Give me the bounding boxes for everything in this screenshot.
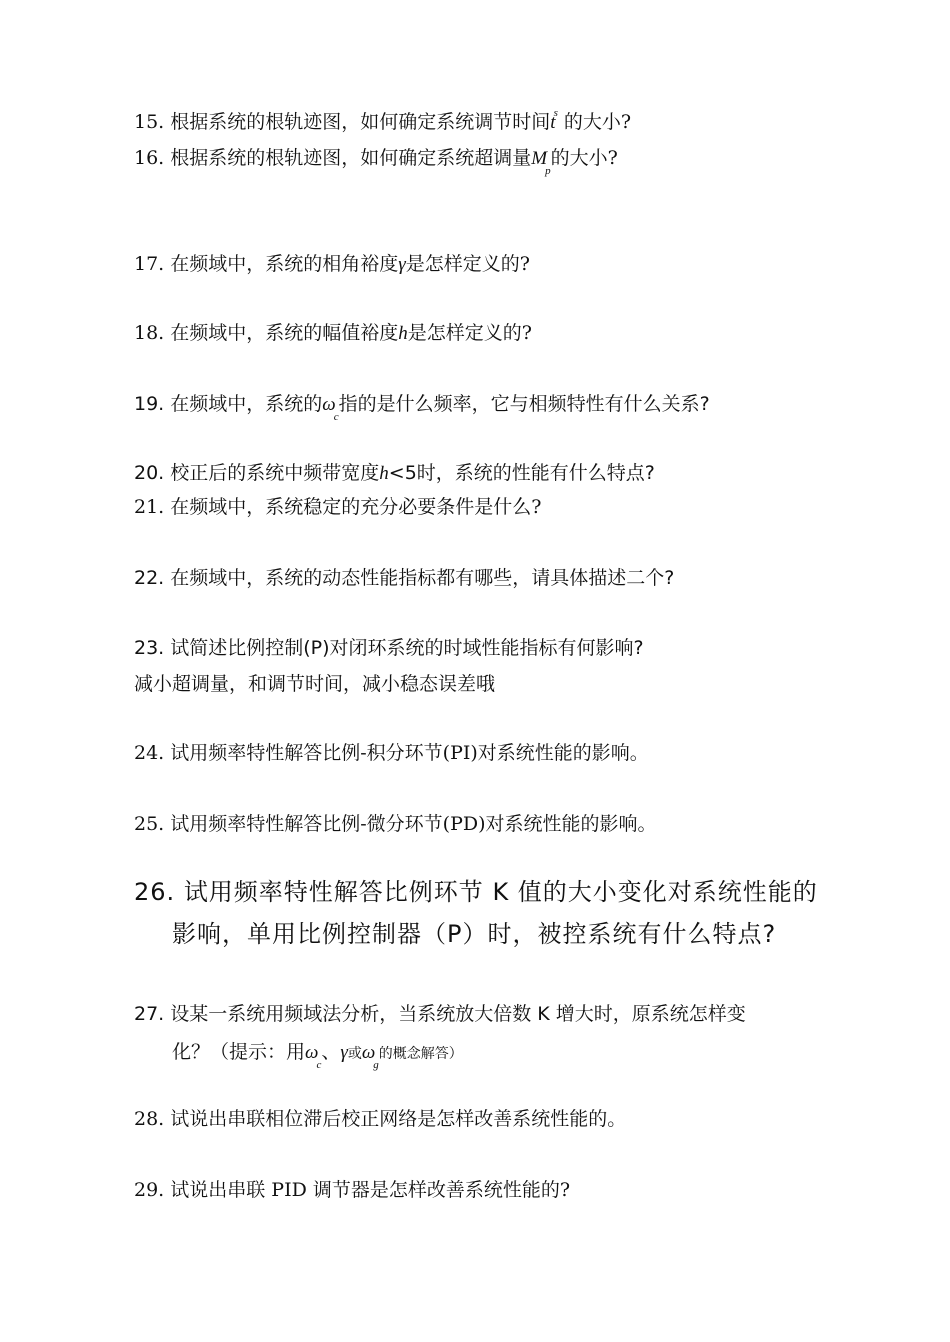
question-text: 试说出串联相位滞后校正网络是怎样改善系统性能的。 [170, 1108, 627, 1130]
question-text-end: 是怎样定义的? [405, 253, 530, 275]
question-number: 28. [134, 1108, 165, 1130]
question-text: 在频域中，系统的 [170, 393, 323, 415]
question-text: 化？（提示：用 [172, 1041, 306, 1063]
question-text: 根据系统的根轨迹图，如何确定系统调节时间 [170, 111, 551, 133]
question-text: 试简述比例控制(P)对闭环系统的时域性能指标有何影响? [170, 637, 644, 659]
or-word: 或 [347, 1046, 362, 1062]
question-text-end: 的大小? [563, 111, 632, 133]
question-number: 27. [134, 1003, 165, 1025]
question-text: 在频域中，系统稳定的充分必要条件是什么? [170, 496, 542, 518]
question-text-end: 时，系统的性能有什么特点? [416, 462, 655, 484]
question-number: 24. [134, 742, 165, 764]
symbol-gamma: γ [398, 254, 406, 275]
question-15 [134, 107, 632, 137]
question-text: 影响，单用比例控制器（P）时，被控系统有什么特点? [172, 920, 777, 948]
question-20 [134, 461, 655, 486]
question-text: 在频域中，系统的相角裕度 [170, 253, 399, 275]
question-text: 试说出串联 PID 调节器是怎样改善系统性能的? [170, 1179, 571, 1201]
question-29 [134, 1178, 570, 1202]
question-text: 校正后的系统中频带宽度 [170, 462, 380, 484]
question-23 [134, 636, 644, 660]
symbol-m: M [531, 148, 548, 169]
question-27-line-1 [134, 1002, 746, 1026]
question-24 [134, 741, 649, 765]
question-28 [134, 1107, 626, 1131]
question-text-end: 指的是什么频率，它与相频特性有什么关系? [338, 393, 710, 415]
question-number: 19. [134, 393, 165, 415]
question-21 [134, 495, 541, 519]
question-number: 29. [134, 1179, 165, 1201]
question-number: 22. [134, 567, 165, 589]
question-number: 21. [134, 496, 165, 518]
question-number: 25. [134, 813, 165, 835]
question-number: 20. [134, 462, 165, 484]
question-16 [134, 146, 618, 177]
subscript-c: c [333, 411, 339, 423]
answer-text: 减小超调量，和调节时间，减小稳态误差哦 [134, 673, 496, 695]
symbol-gamma: γ [340, 1042, 348, 1063]
question-18 [134, 321, 532, 346]
symbol-h: h [398, 323, 408, 344]
separator: 、 [321, 1041, 341, 1063]
condition: <5 [388, 462, 417, 484]
question-text: 试用频率特性解答比例-积分环节(PI)对系统性能的影响。 [170, 742, 649, 764]
symbol-t: t [550, 112, 556, 133]
question-number: 16. [134, 147, 165, 169]
symbol-h: h [379, 463, 389, 484]
question-19 [134, 392, 710, 423]
question-17 [134, 252, 530, 277]
question-text: 试用频率特性解答比例-微分环节(PD)对系统性能的影响。 [170, 813, 657, 835]
question-25 [134, 812, 657, 836]
subscript-s: s [553, 107, 558, 119]
question-text: 在频域中，系统的动态性能指标都有哪些，请具体描述二个? [170, 567, 675, 589]
question-number: 18. [134, 322, 165, 344]
question-text-end: 是怎样定义的? [407, 322, 532, 344]
subscript-g: g [373, 1059, 379, 1071]
question-26-line-2 [172, 911, 776, 957]
question-number: 17. [134, 253, 165, 275]
answer-23 [134, 672, 495, 696]
question-text: 根据系统的根轨迹图，如何确定系统超调量 [170, 147, 532, 169]
symbol-omega: ω [322, 394, 336, 415]
question-number: 23. [134, 637, 165, 659]
subscript-p: p [545, 165, 551, 177]
subscript-c: c [316, 1059, 322, 1071]
question-text: 设某一系统用频域法分析，当系统放大倍数 K 增大时，原系统怎样变 [170, 1003, 746, 1025]
question-27-line-2 [172, 1040, 463, 1071]
symbol-omega-g: ω [361, 1042, 376, 1063]
question-text: 在频域中，系统的幅值裕度 [170, 322, 399, 344]
question-26-line-1 [134, 869, 818, 915]
symbol-omega-c: ω [305, 1042, 319, 1063]
question-text-end: 的概念解答） [378, 1046, 463, 1062]
question-22 [134, 566, 674, 590]
question-number: 15. [134, 111, 165, 133]
question-text: 试用频率特性解答比例环节 K 值的大小变化对系统性能的 [183, 878, 818, 906]
question-number: 26. [134, 878, 176, 906]
question-text-end: 的大小? [550, 147, 618, 169]
